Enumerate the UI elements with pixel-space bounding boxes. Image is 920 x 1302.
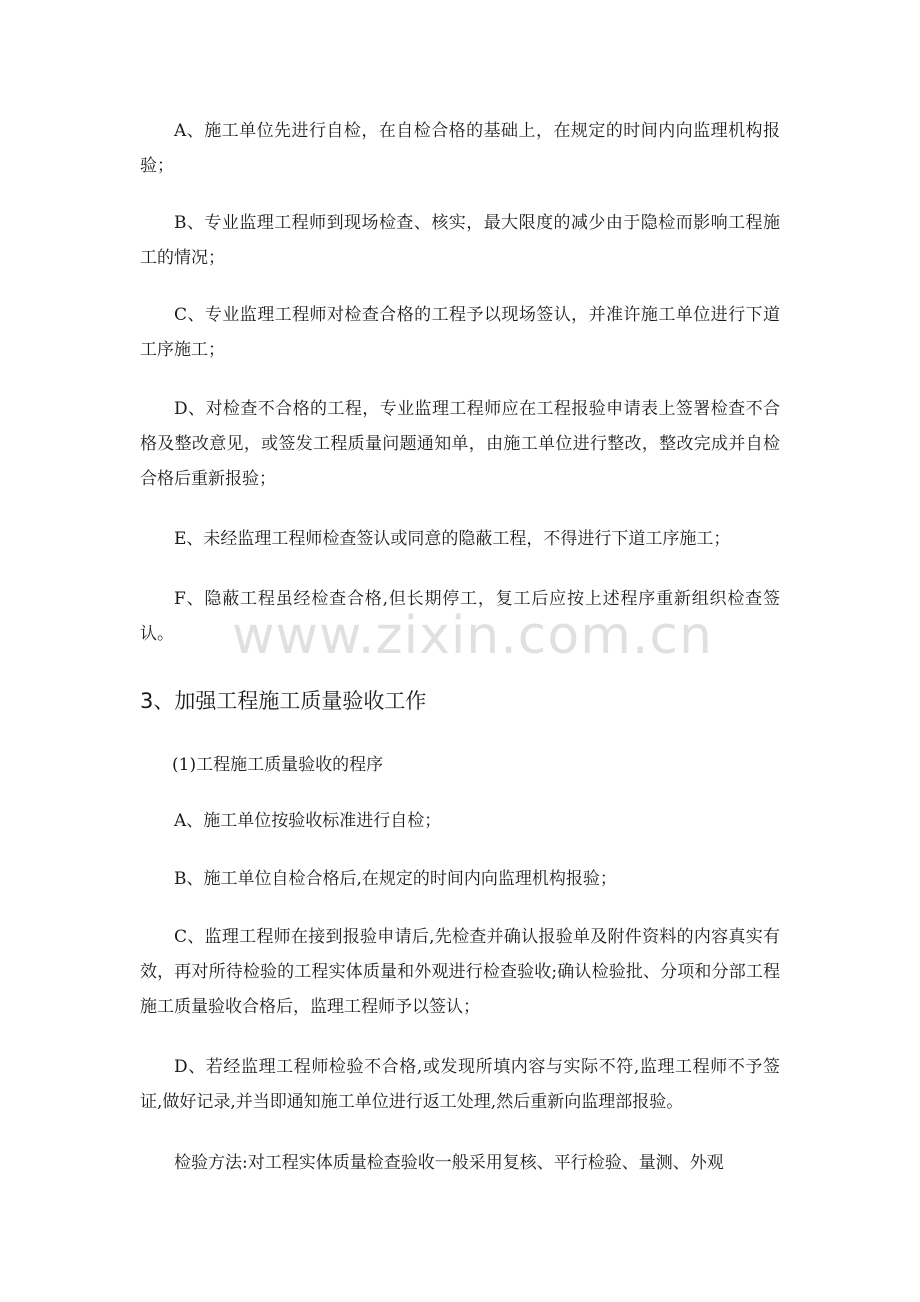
paragraph-c-signoff: C、专业监理工程师对检查合格的工程予以现场签认，并准许施工单位进行下道工序施工； (140, 305, 780, 360)
paragraph-a-self-inspection: A、施工单位先进行自检，在自检合格的基础上，在规定的时间内向监理机构报验； (140, 121, 780, 176)
watermark-text: www.zixin.com.cn (232, 606, 713, 666)
paragraph-f-long-stop: F、隐蔽工程虽经检查合格,但长期停工，复工后应按上述程序重新组织检查签认。 (140, 589, 780, 644)
paragraph-d-unqualified: D、对检查不合格的工程，专业监理工程师应在工程报验申请表上签署检查不合格及整改意见，或签发工程质量问题通知单，由施工单位进行整改，整改完成并自检合格后重新报验； (140, 399, 780, 489)
paragraph-acceptance-d: D、若经监理工程师检验不合格,或发现所填内容与实际不符,监理工程师不予签证,做好记录,并当即通知施工单位进行返工处理,然后重新向监理部报验。 (140, 1057, 780, 1112)
paragraph-acceptance-a: A、施工单位按验收标准进行自检； (174, 811, 442, 831)
paragraph-e-hidden-works: E、未经监理工程师检查签认或同意的隐蔽工程，不得进行下道工序施工； (174, 529, 731, 549)
subsection-heading: (1)工程施工质量验收的程序 (172, 755, 384, 775)
paragraph-b-site-check: B、专业监理工程师到现场检查、核实，最大限度的减少由于隐检而影响工程施工的情况； (140, 213, 780, 268)
paragraph-inspection-method: 检验方法:对工程实体质量检查验收一般采用复核、平行检验、量测、外观 (174, 1153, 724, 1173)
section-heading: 3、加强工程施工质量验收工作 (140, 689, 427, 713)
paragraph-acceptance-b: B、施工单位自检合格后,在规定的时间内向监理机构报验； (174, 869, 617, 889)
paragraph-acceptance-c: C、监理工程师在接到报验申请后,先检查并确认报验单及附件资料的内容真实有效，再对所待检验的工程实体质量和外观进行检查验收;确认检验批、分项和分部工程施工质量验收合格后，监理工程师予以签认； (140, 927, 780, 1017)
